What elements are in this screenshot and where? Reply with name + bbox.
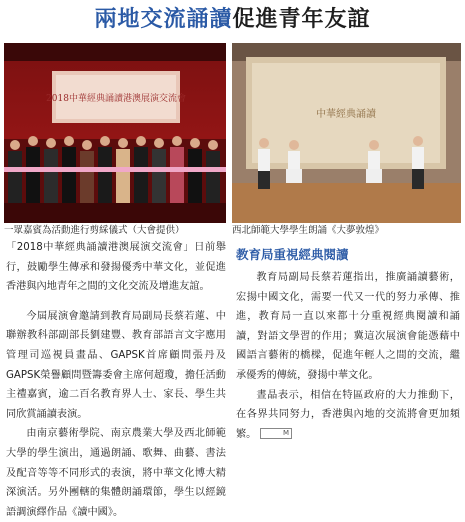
headline-highlight: 兩地交流誦讀 [94, 6, 233, 32]
lead-paragraph: 「2018中華經典誦讀港澳展演交流會」日前舉行，鼓勵學生傳承和發揚優秀中華文化，並促進香港與內地青年之間的文化交流及增進友誼。 [6, 242, 226, 293]
stage-banner-text: 2018中華經典誦讀港澳展演交流會 [46, 94, 186, 104]
paragraph-closing: 晝晶表示，相信在特區政府的大力推動下，在各界共同努力，香港與內地的交流將會更加頻繁。 [236, 389, 460, 440]
subheading: 教育局重視經典閱讀 [236, 247, 349, 262]
ribbon [4, 167, 226, 172]
photo-caption-left: 一眾嘉賓為活動進行剪綵儀式（大會提供） [4, 225, 185, 236]
article-column-right [236, 238, 460, 444]
photo-ribbon-cutting [4, 43, 226, 223]
headline [0, 4, 465, 34]
stage-screen-text: 中華經典誦讀 [316, 109, 376, 120]
student-recital-illustration [232, 43, 461, 223]
article-column-left [6, 238, 226, 522]
paragraph-edb-remarks: 教育局副局長蔡若蓮指出，推廣誦讀藝術，宏揚中國文化，需要一代又一代的努力承傳、推進，教育局一直以來都十分重視經典閱讀和誦讀，對語文學習的作用；冀這次展演會能憑藉中國語言藝術的橋樑，促進年輕人之間的交流，繼承優秀的傳統，發揚中華文化。 [236, 272, 460, 381]
headline-rest: 促進青年友誼 [232, 6, 371, 32]
photo-caption-right: 西北師範大學學生朗誦《大夢敦煌》 [232, 225, 385, 236]
paragraph-guests: 今屆展演會邀請到教育局副局長蔡若蓮、中聯辦教科部副部長劉建豐、教育部語言文字應用管理司巡視員畫晶、GAPSK首席顧問張丹及GAPSK榮譽顧問暨籌委會主席何超瓊，擔任活動主禮嘉賓，逾二百名教育界人士、家長、學生共同欣賞誦讀表演。 [6, 310, 226, 420]
paragraph-performance: 由南京藝術學院、南京農業大學及西北師範大學的學生演出，通過朗誦、歌舞、曲藝、書法及配音等等不同形式的表演，將中華文化博大精深演活。另外團轄的集體朗誦環節，學生以經鏡語調演繹作品《讀中國》。 [6, 428, 226, 518]
photo-student-recital [232, 43, 461, 223]
ribbon-cutting-illustration [4, 43, 226, 223]
end-mark-icon: M [260, 428, 292, 439]
